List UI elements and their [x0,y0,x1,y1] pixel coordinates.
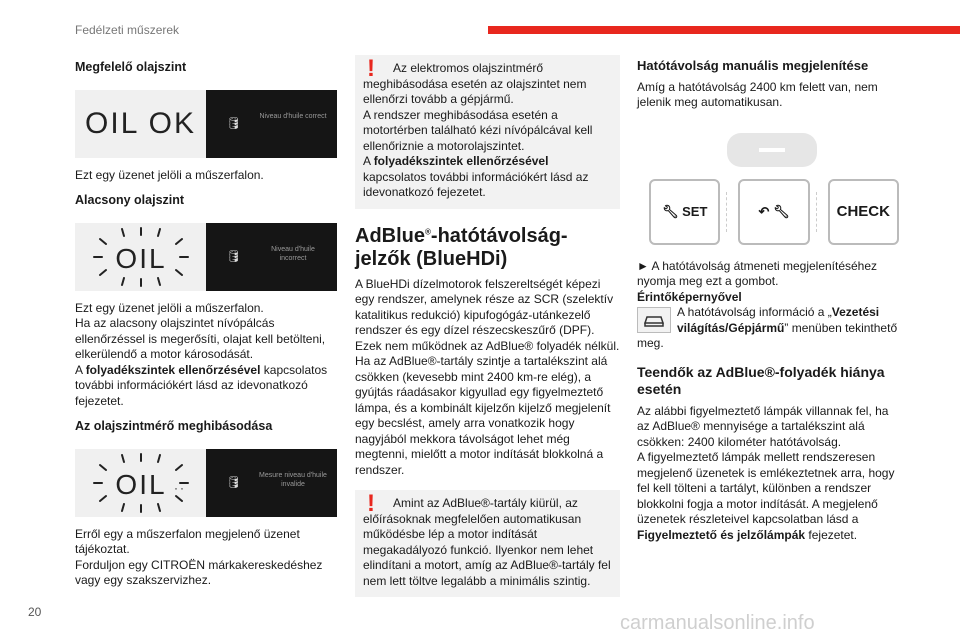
set-button[interactable]: 🔧︎ SET [649,179,720,245]
watermark: carmanualsonline.info [620,612,815,634]
text-todo-2: A figyelmeztető lámpák mellett rendszeresen megjelenő üzenetek is emlékeztetnek arra, hogy fel kell tölteni a tartályt, különben a rendszer blokkolni fogja a motor indítását. A megjelenő üzenetek részleteivel kapcsolatban lásd a Figyelmeztető és jelzőlámpák fejezetet. [637,450,895,542]
dashboard-image-oil-low [75,223,337,291]
oil-fail-message: Mesure niveau d'huile invalide [259,471,327,488]
check-button[interactable]: CHECK [828,179,899,245]
column-oil-level [75,60,337,589]
oil-fail-label: OIL [114,468,167,500]
heading-manual-range: Hatótávolság manuális megjelenítése [637,58,869,73]
car-icon [637,307,671,333]
touchscreen-info: A hatótávolság információ a „Vezetési világítás/Gépjármű” menüben tekinthető meg. [637,305,898,350]
oil-low-display [75,223,206,291]
text-todo-1: Az alábbi figyelmeztető lámpák villannak fel, ha az AdBlue® mennyisége a tartalékszint alá csökken: 2400 kilométer hatótávolság. [637,403,889,449]
warning-note-adblue-empty: ! Amint az AdBlue®-tartály kiürül, az előírásoknak megfelelően automatikusan működésbe lép a motor indítását megakadályozó funkció. Ilyenkor nem lehet elindítani a motort, amíg az AdBlue®-tartály fel nem lett töltve legalább a minimális szintig. [355,490,620,597]
oil-fail-rays-icon [86,452,196,514]
oil-warning-rays-icon [86,226,196,288]
oil-ok-display: OIL OK [75,90,206,158]
oil-can-icon: 🛢︎ [226,248,242,263]
oil-low-message: Niveau d'huile incorrect [271,245,315,262]
heading-touchscreen: Érintőképernyővel [637,289,742,304]
return-wrench-button[interactable] [738,179,809,245]
oil-can-icon: 🛢︎ [226,474,242,489]
column-adblue [355,55,620,597]
adblue-body: A BlueHDi dízelmotorok felszereltségét képezi egy rendszer, amelynek része az SCR (szelektív katalitikus redukció) kipufogógáz-utánkezelő rendszer és egy dízel részecskeszűrő (DPF). Ezek nem működnek az AdBlue® folyadék nélkül. Ha az AdBlue®-tartály szintje a tartalékszint alá csökken (kevesebb mint 2400 km-re elég), a gyújtás ráadásakor kigyullad egy figyelmeztető lámpa, és a kombinált kijelzőn kijelző megjelenít egy becslést, amely arra vonatkozik hogy nagyjából mekkora távolságot lehet még megtenni, mielőtt a motor indítását blokkolná a rendszer. [355,276,620,477]
adblue-title: AdBlue®-hatótávolság-jelzők (BlueHDi) [355,224,568,270]
heading-oil-low: Alacsony olajszint [75,193,185,207]
dashboard-image-oil-ok [75,90,337,158]
oil-fail-display [75,449,206,517]
text-oil-low-2: Ha az alacsony olajszintet nívópálcás ellenőrzéssel is megerősíti, olajat kell betölteni, elkerülendő a motor károsodását. [75,316,326,361]
warning-exclamation-icon: ! [367,55,375,82]
text-manual-range: Amíg a hatótávolság 2400 km felett van, nem jelenik meg automatikusan. [637,79,878,109]
heading-adblue-todo: Teendők az AdBlue®-folyadék hiánya esetén [637,363,885,397]
text-oil-low-1: Ezt egy üzenet jelöli a műszerfalon. [75,300,264,315]
oil-ok-message: Niveau d'huile correct [259,112,327,120]
column-range [637,58,899,543]
text-oil-fail-2: Forduljon egy CITROËN márkakereskedéshez vagy egy szakszervizhez. [75,557,323,587]
heading-oil-ok: Megfelelő olajszint [75,60,187,74]
wrench-icon: 🔧︎ [773,203,790,219]
control-buttons [649,179,899,245]
wrench-icon: 🔧︎ [661,203,679,219]
svg-text:··: ·· [173,480,186,495]
warning-exclamation-icon: ! [367,490,375,517]
header-accent-bar [488,26,960,34]
oil-can-icon: 🛢︎ [226,115,242,130]
text-oil-ok: Ezt egy üzenet jelöli a műszerfalon. [75,167,264,182]
dashboard-image-oil-fail [75,449,337,517]
oil-low-label: OIL [114,242,167,274]
text-button-instruction: ► A hatótávolság átmeneti megjelenítéséhez nyomja meg ezt a gombot. [637,258,878,288]
text-oil-low-3: A folyadékszintek ellenőrzésével kapcsolatos további információkért lásd az idevonatkozó fejezetet. [75,362,328,408]
steering-control-image [727,133,817,167]
heading-oil-fail: Az olajszintmérő meghibásodása [75,419,273,433]
section-header: Fedélzeti műszerek [75,23,180,37]
text-oil-fail-1: Erről egy a műszerfalon megjelenő üzenet tájékoztat. [75,526,300,556]
return-icon: ↶ [758,203,770,219]
page-number: 20 [28,605,42,619]
warning-note-oil-gauge: ! Az elektromos olajszintmérő meghibásodása esetén az olajszintet nem ellenőrzi tovább a gépjármű. A rendszer meghibásodása esetén a motortérben található kézi nívópálcával kell ellenőriznie a motorolajszintet. A folyadékszintek ellenőrzésével kapcsolatos további információkért lásd az idevonatkozó fejezetet. [355,55,620,209]
